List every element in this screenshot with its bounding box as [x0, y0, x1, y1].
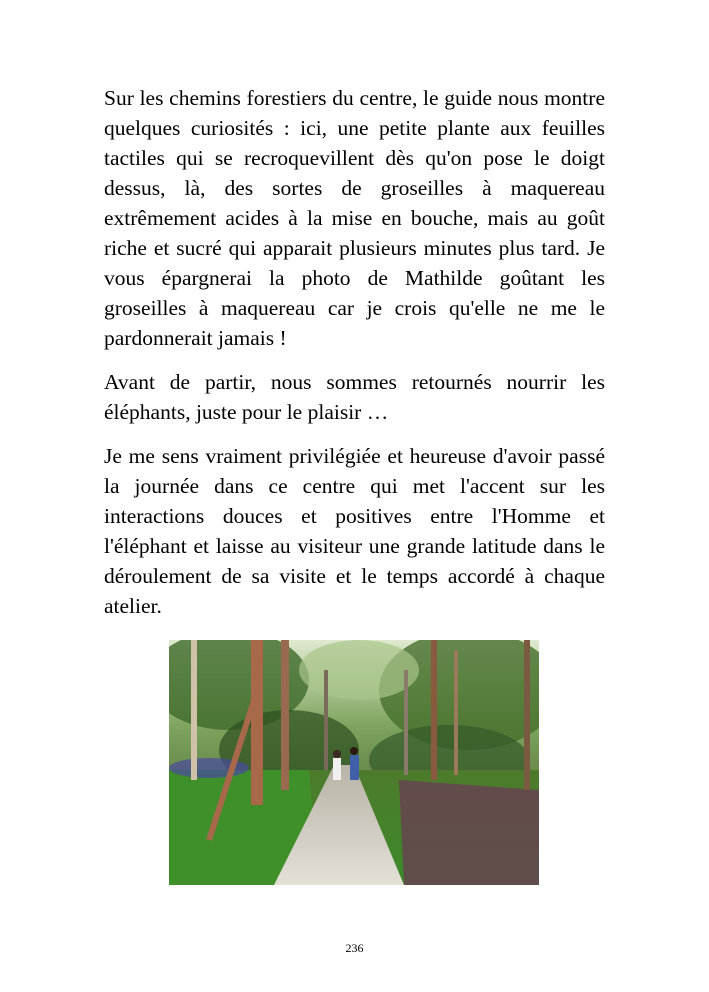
paragraph-feeding-elephants: Avant de partir, nous sommes retournés nourrir les éléphants, juste pour le plaisir … — [104, 370, 605, 424]
paragraph-forest-paths: Sur les chemins forestiers du centre, le guide nous montre quelques curiosités : ici, une petite plante aux feuilles tactiles qui se recroquevillent dès qu'on pose le doigt dessus, là, des sortes de groseilles à maquereau extrêmement acides à la mise en bouche, mais au goût riche et sucré qui apparait plusieurs minutes plus tard. Je vous épargnerai la photo de Mathilde goûtant les groseilles à maquereau car je crois qu'elle ne me le pardonnerait jamais ! — [104, 86, 605, 350]
page-number: 236 — [345, 941, 364, 955]
page-body — [104, 83, 605, 635]
paragraph-conclusion: Je me sens vraiment privilégiée et heureuse d'avoir passé la journée dans ce centre qui met l'accent sur les interactions douces et positives entre l'Homme et l'éléphant et laisse au visiteur une grande latitude dans le déroulement de sa visite et le temps accordé à chaque atelier. — [104, 444, 605, 618]
forest-path-photo — [169, 640, 539, 885]
